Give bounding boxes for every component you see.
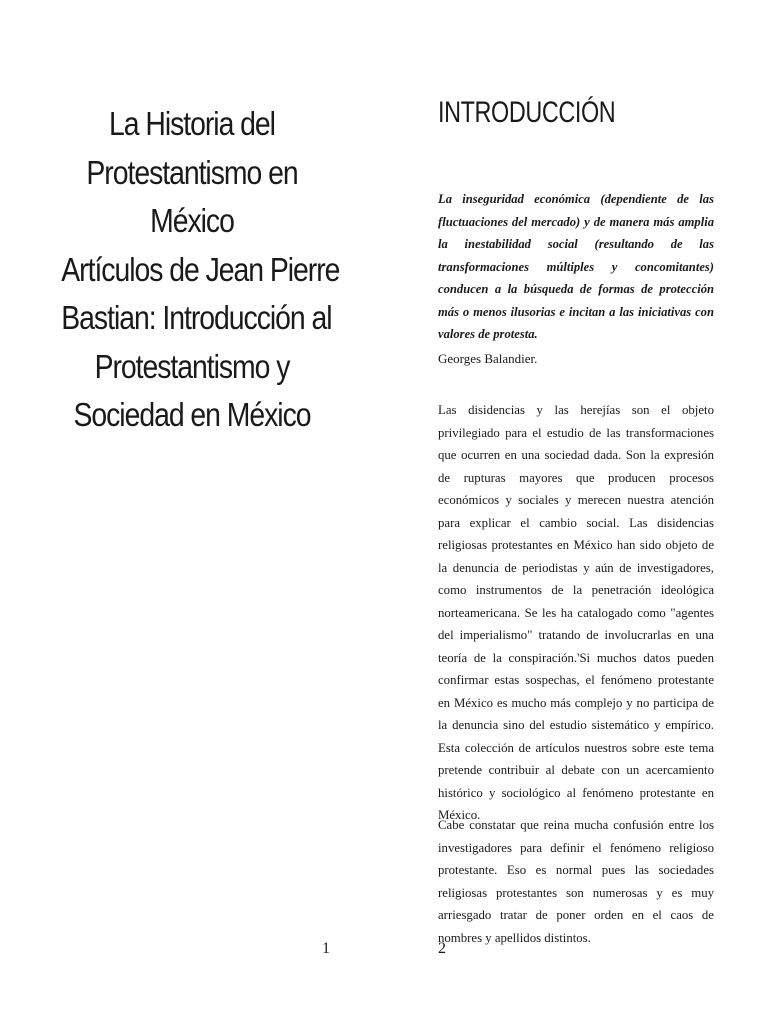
title-line: Sociedad en México	[73, 396, 311, 433]
page-number-left: 1	[322, 940, 330, 957]
title-line: Protestantismo en	[86, 153, 298, 191]
body-paragraph: Cabe constatar que reina mucha confusión entre los investigadores para definir el fenómeno religioso protestante. Eso es normal pues las sociedades religiosas protestantes son numerosas y es muy arriesgado tratar de poner orden en el caos de nombres y apellidos distintos.	[438, 818, 714, 945]
page-number-right: 2	[438, 940, 446, 957]
right-page	[384, 0, 768, 1024]
title-line: México	[150, 202, 234, 239]
body-paragraph: Las disidencias y las herejías son el objeto privilegiado para el estudio de las transformaciones que ocurren en una sociedad dada. Son la expresión de rupturas mayores que producen procesos económicos y sociales y merecen nuestra atención para explicar el cambio social. Las disidencias religiosas protestantes en México han sido objeto de la denuncia de periodistas y aún de investigadores, como instrumentos de la penetración ideológica norteamericana. Se les ha catalogado como "agentes del imperialismo" tratando de involucrarlas en una teoría de la conspiración.'Si muchos datos pueden confirmar estas sospechas, el fenómeno protestante en México es mucho más complejo y no participa de la denuncia sino del estudio sistemático y empírico. Esta colección de artículos nuestros sobre este tema pretende contribuir al debate con un acercamiento histórico y sociológico al fenómeno protestante en México.	[438, 403, 714, 822]
epigraph-attribution: Georges Balandier.	[438, 351, 538, 366]
section-heading: INTRODUCCIÓN	[438, 96, 616, 129]
title-line: La Historia del	[109, 105, 275, 142]
title-line: Protestantismo y	[94, 347, 290, 385]
title-line: Bastian: Introducción al	[61, 299, 332, 336]
epigraph: La inseguridad económica (dependiente de las fluctuaciones del mercado) y de manera más amplia la inestabilidad social (resultando de las transformaciones múltiples y concomitantes) conducen a la búsqueda de formas de protección más o menos ilusorias e incitan a las iniciativas con valores de protesta.	[438, 192, 714, 341]
book-title	[61, 100, 340, 440]
title-line: Artículos de Jean Pierre	[61, 250, 340, 288]
